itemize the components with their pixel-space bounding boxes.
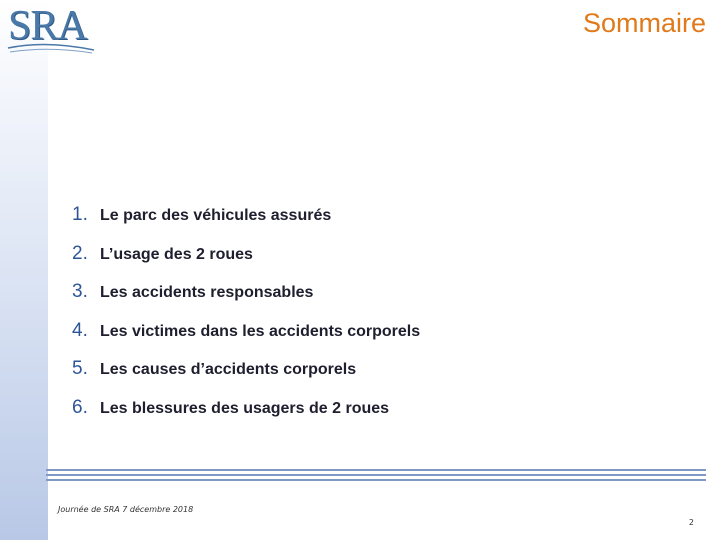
agenda-item	[72, 243, 420, 282]
agenda-item-number: 6.	[72, 396, 88, 418]
footer-divider	[46, 479, 706, 481]
agenda-item-number: 2.	[72, 242, 88, 264]
agenda-item	[72, 397, 420, 436]
sra-logo	[6, 4, 98, 58]
logo-text: SRA	[8, 3, 87, 49]
agenda-item-number: 5.	[72, 358, 88, 380]
agenda-item-label: Les accidents responsables	[100, 284, 314, 302]
sidebar-gradient	[0, 0, 48, 540]
page-number: 2	[688, 518, 694, 527]
agenda-list	[72, 204, 420, 436]
agenda-item-label: Les blessures des usagers de 2 roues	[100, 399, 390, 417]
agenda-item	[72, 281, 420, 320]
agenda-item-label: Le parc des véhicules assurés	[100, 207, 332, 224]
slide-title: Sommaire	[582, 8, 706, 38]
agenda-item-label: Les victimes dans les accidents corporels	[100, 322, 421, 340]
footer-event-text: Journée de SRA 7 décembre 2018	[58, 505, 194, 514]
agenda-item-label: L’usage des 2 roues	[100, 245, 253, 263]
agenda-item-number: 4.	[72, 319, 88, 341]
agenda-item	[72, 320, 420, 359]
agenda-item-label: Les causes d’accidents corporels	[100, 361, 357, 379]
footer-divider	[46, 474, 706, 476]
agenda-item	[72, 358, 420, 397]
agenda-item	[72, 204, 420, 243]
agenda-item-number: 3.	[72, 281, 88, 303]
agenda-item-number: 1.	[72, 204, 88, 225]
logo-swoosh-icon	[6, 38, 98, 56]
footer-divider	[46, 469, 706, 471]
